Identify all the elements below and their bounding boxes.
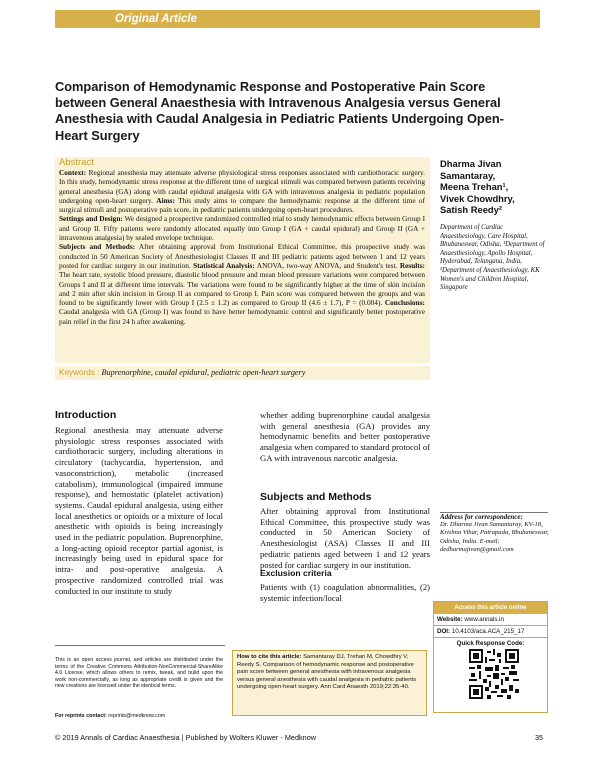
reprints-email[interactable]: reprints@medknow.com xyxy=(108,713,166,719)
introduction-text: Regional anesthesia may attenuate adverse physiologic stress responses associated with cardiothoracic surgery, including alterations in circulatory (tachycardia, hypertension, and vasoconstriction), metabolic (increased catabolism), immunological (impaired immune response), and hemostatic (platelet activation) systems. Caudal epidural analgesia, using either local anesthetics or opioids or a mixture of local anesthetic with opioids is being increasingly used in the pediatric population. Buprenorphine, a long-acting opioid receptor partial agonist, is increasingly being used in epidural space for intra- and post-operative analgesia. A prospective randomized controlled trial was conducted in our institute to study xyxy=(55,425,223,596)
subjects-methods-text: After obtaining approval from Institutional Ethical Committee, this prospective study was conducted in 50 American Society of Anesthesiologist (ASA) Classes II and III pediatric patients aged between 1 and 12 years posted for cardiac surgery in our institution. xyxy=(260,506,430,570)
website-row xyxy=(434,614,547,626)
conclusions-label: Conclusions: xyxy=(384,298,425,308)
footer-text: © 2019 Annals of Cardiac Anaesthesia | Published by Wolters Kluwer - Medknow xyxy=(55,733,317,742)
doi-value[interactable]: 10.4103/aca.ACA_215_17 xyxy=(451,628,525,635)
conclusions-text: Caudal analgesia with GA (Group I) was found to have better hemodynamic control and significantly better postoperative pain relief in the first 24 h after awakening. xyxy=(59,307,425,326)
correspondence-text: Dr. Dharma Jivan Samantaray, KV-18, Krishna Vihar, Patrapada, Bhubaneswar, Odisha, India. E-mail: dedharmajivan@gmail.com xyxy=(440,521,549,553)
methods-label: Subjects and Methods: xyxy=(59,242,136,252)
doi-row xyxy=(434,626,547,638)
citation-box xyxy=(232,650,427,716)
article-title: Comparison of Hemodynamic Response and Postoperative Pain Score between General Anaesthesia with Intravenous Analgesia versus General Anesthesia with Caudal Analgesia in Pediatric Patients Undergoing Open-Heart Surgery xyxy=(55,79,504,143)
author-name: Vivek Chowdhry, xyxy=(440,192,515,204)
access-heading: Access this article online xyxy=(434,602,547,614)
citation-text: Samantaray DJ, Trehan M, Chowdhry V, Reedy S. Comparison of hemodynamic response and postoperative pain score between general anesthesia with intravenous analgesia versus general anesthesia with caudal analgesia in pediatric patients undergoing open-heart surgery. Ann Card Anaesth 2019;22:35-40. xyxy=(237,654,417,691)
keywords xyxy=(55,366,430,380)
results-text: The heart rate, systolic blood pressure, diastolic blood pressure and mean blood pressure variations were compared between Groups I and II at different time intervals. The variations were found to be significantly higher at the time of skin incision and 2 min after skin incision in Group II as compared to Group I. Pain score was compared between the groups and was found to be significantly lower with Group I (2.5 ± 1.2) as compared to Group II (4.6 ± 1.7), P = (0.004). xyxy=(59,270,425,308)
author-name: Meena Trehan¹, xyxy=(440,181,509,193)
website-label: Website: xyxy=(437,616,463,623)
page-number: 35 xyxy=(535,733,544,742)
results-label: Results: xyxy=(399,260,425,270)
settings-text: We designed a prospective randomized controlled trial to study hemodynamic effects between Group I and Group II. Fifty patients were randomly allocated equally into Group I (GA + caudal epidural) and Group II (GA + intravenous analgesia) by sealed envelope technique. xyxy=(59,214,426,243)
correspondence-heading: Address for correspondence: xyxy=(440,513,523,521)
reprints-label: For reprints contact: xyxy=(55,713,107,719)
settings-label: Settings and Design: xyxy=(59,214,123,224)
context-label: Context: xyxy=(59,168,87,177)
aims-text: This study aims to compare the hemodynamic response at the different time of surgical stimuli and postoperative pain score, in pediatric patients undergoing open-heart procedures. xyxy=(59,195,425,215)
subjects-methods-heading: Subjects and Methods xyxy=(260,491,372,503)
introduction-text-continued: whether adding buprenorphine caudal analgesia with general anesthesia (GA) provides any hemodynamic benefits and better postoperative analgesia when compared to standard protocol of GA with intravenous narcotic analgesia. xyxy=(260,410,430,463)
affiliations: Department of Cardiac Anaesthesiology, Care Hospital, Bhubaneswar, Odisha, ¹Department of Anaesthesiology, Apollo Hospital, Hyderabad, Telangana, India, ²Department of Anaesthesiology, KK Women's and Children Hospital, Singapore xyxy=(440,224,545,292)
access-article-box xyxy=(433,601,548,713)
divider xyxy=(55,645,225,646)
section-tag: Original Article xyxy=(55,10,540,28)
correspondence xyxy=(440,513,550,554)
open-access-notice: This is an open access journal, and articles are distributed under the terms of the Creative Commons Attribution-NonCommercial-ShareAlike 4.0 License, which allows others to remix, tweak, and build upon the work non-commercially, as long as appropriate credit is given and the new creations are licensed under the identical terms. xyxy=(55,657,223,690)
qr-label: Quick Response Code: xyxy=(456,640,525,647)
qr-code-icon[interactable] xyxy=(469,649,519,699)
methods-text: After obtaining approval from Institutional Ethical Committee, this prospective study was conducted in 50 American Society of Anesthesiologist Classes II and III pediatric patients aged between 1 and 12 years posted for cardiac surgery in our institution. xyxy=(59,242,425,270)
citation-label: How to cite this article: xyxy=(237,654,302,660)
stats-label: Statistical Analysis: xyxy=(193,260,255,270)
reprints-line xyxy=(55,713,165,719)
introduction-heading: Introduction xyxy=(55,409,117,421)
exclusion-heading: Exclusion criteria xyxy=(260,568,332,578)
author-name: Dharma Jivan Samantaray, xyxy=(440,158,502,181)
exclusion-text: Patients with (1) coagulation abnormalities, (2) systemic infection/local xyxy=(260,582,430,603)
keywords-value: Buprenorphine, caudal epidural, pediatric open-heart surgery xyxy=(101,368,306,377)
abstract-heading: Abstract xyxy=(59,157,94,168)
stats-text: ANOVA, two-way ANOVA, and Student's test. xyxy=(256,260,398,270)
context-text: Regional anesthesia may attenuate adverse physiological stress responses associated with cardiothoracic surgery. In this study, hemodynamic stress response at the different time of surgical stimuli was compared between patients receiving general anesthesia (GA) along with caudal epidural analgesia with GA with intravenous analgesia in pediatric population undergoing open-heart surgery. xyxy=(59,168,425,205)
aims-label: Aims: xyxy=(156,195,175,205)
abstract-body xyxy=(59,168,425,326)
doi-label: DOI: xyxy=(437,628,451,635)
website-link[interactable]: www.annals.in xyxy=(464,616,504,623)
keywords-label: Keywords : xyxy=(59,368,100,377)
author-name: Satish Reedy² xyxy=(440,204,502,216)
author-list xyxy=(440,158,545,216)
